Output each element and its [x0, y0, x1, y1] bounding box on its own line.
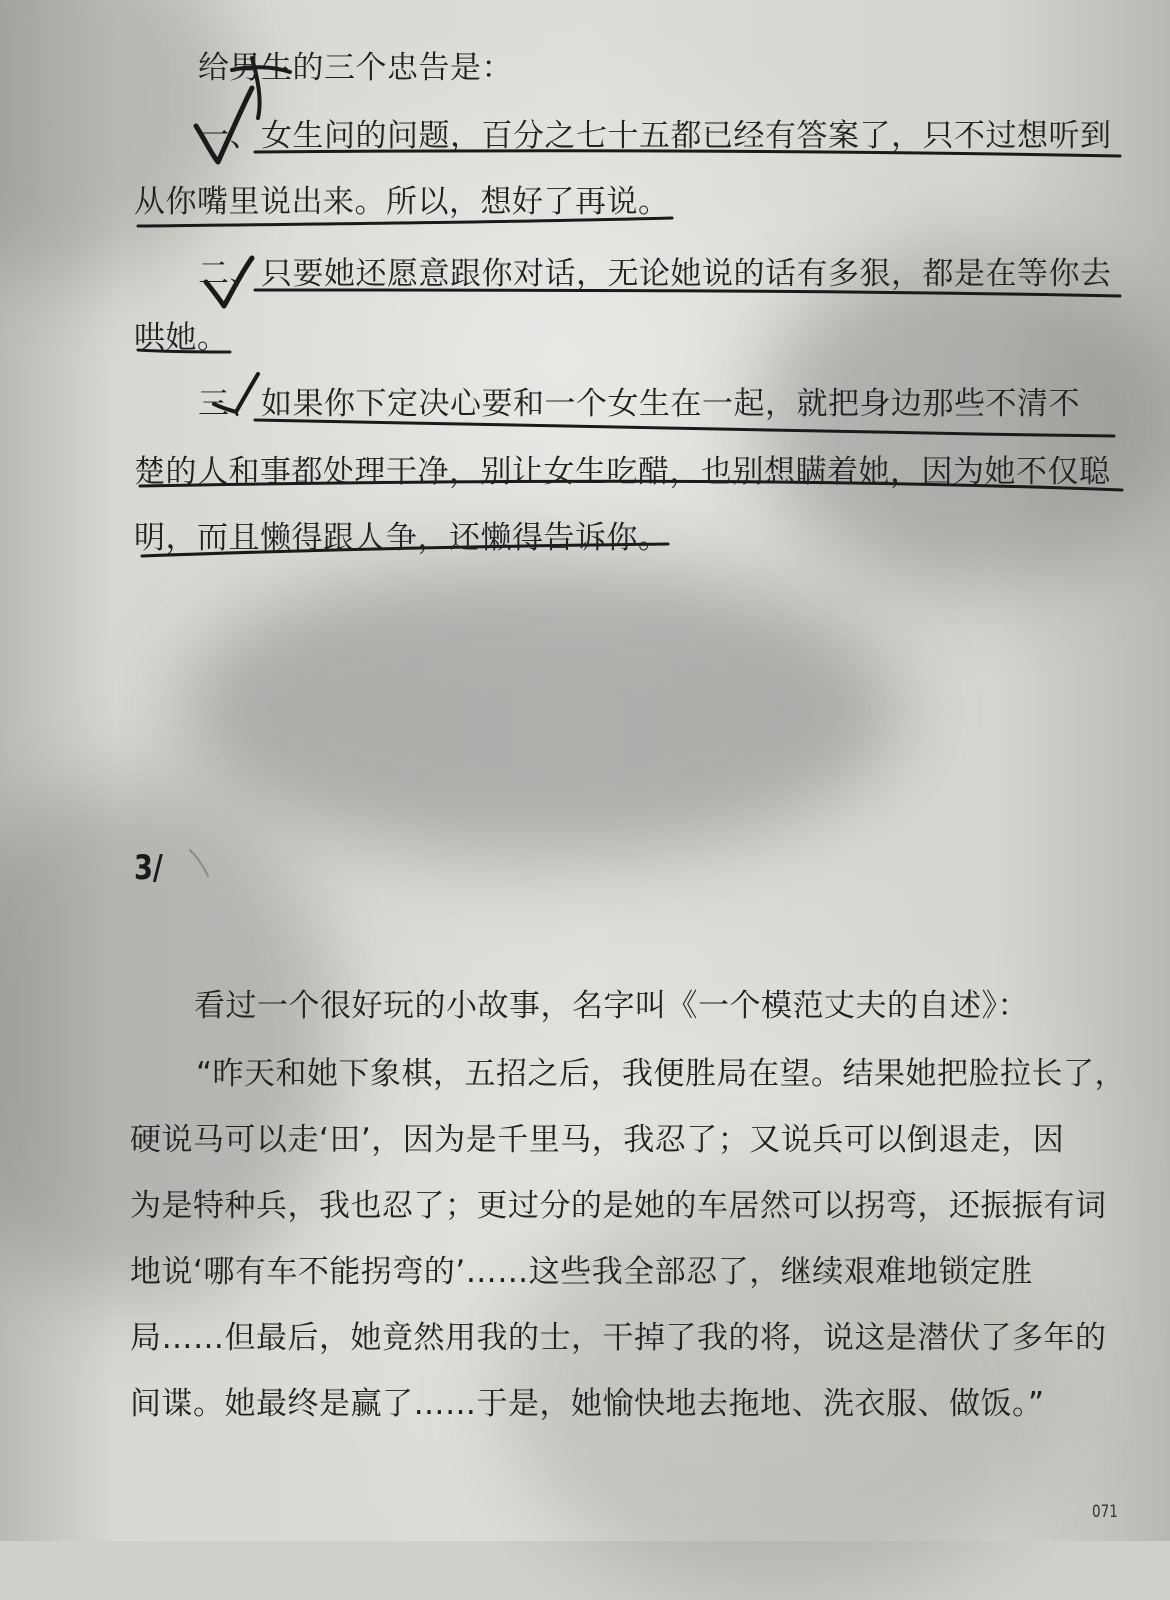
- section-number: 3/: [134, 848, 163, 888]
- story-line: 硬说马可以走‘田’，因为是千里马，我忍了；又说兵可以倒退走，因: [130, 1122, 1065, 1158]
- page-number: 071: [1092, 1502, 1118, 1522]
- text-line: 从你嘴里说出来。所以，想好了再说。: [134, 184, 670, 220]
- text-line: 三、如果你下定决心要和一个女生在一起，就把身边那些不清不: [198, 386, 1080, 422]
- story-line: 间谍。她最终是赢了……于是，她愉快地去拖地、洗衣服、做饭。”: [130, 1386, 1045, 1422]
- text-line: 明，而且懒得跟人争，还懒得告诉你。: [134, 520, 670, 556]
- story-line: “昨天和她下象棋，五招之后，我便胜局在望。结果她把脸拉长了，: [196, 1056, 1127, 1092]
- advice-intro: 给男生的三个忠告是：: [198, 50, 513, 86]
- text-line: 二、只要她还愿意跟你对话，无论她说的话有多狠，都是在等你去: [198, 256, 1112, 292]
- story-line: 为是特种兵，我也忍了；更过分的是她的车居然可以拐弯，还振振有词: [130, 1188, 1107, 1224]
- text-line: 哄她。: [134, 320, 229, 356]
- story-line: 地说‘哪有车不能拐弯的’……这些我全部忍了，继续艰难地锁定胜: [130, 1254, 1033, 1290]
- text-line: 楚的人和事都处理干净，别让女生吃醋，也别想瞒着她，因为她不仅聪: [134, 454, 1111, 490]
- story-intro: 看过一个很好玩的小故事，名字叫《一个模范丈夫的自述》：: [194, 988, 1029, 1024]
- text-line: 一、女生问的问题，百分之七十五都已经有答案了，只不过想听到: [198, 118, 1112, 154]
- story-line: 局……但最后，她竟然用我的士，干掉了我的将，说这是潜伏了多年的: [130, 1320, 1107, 1356]
